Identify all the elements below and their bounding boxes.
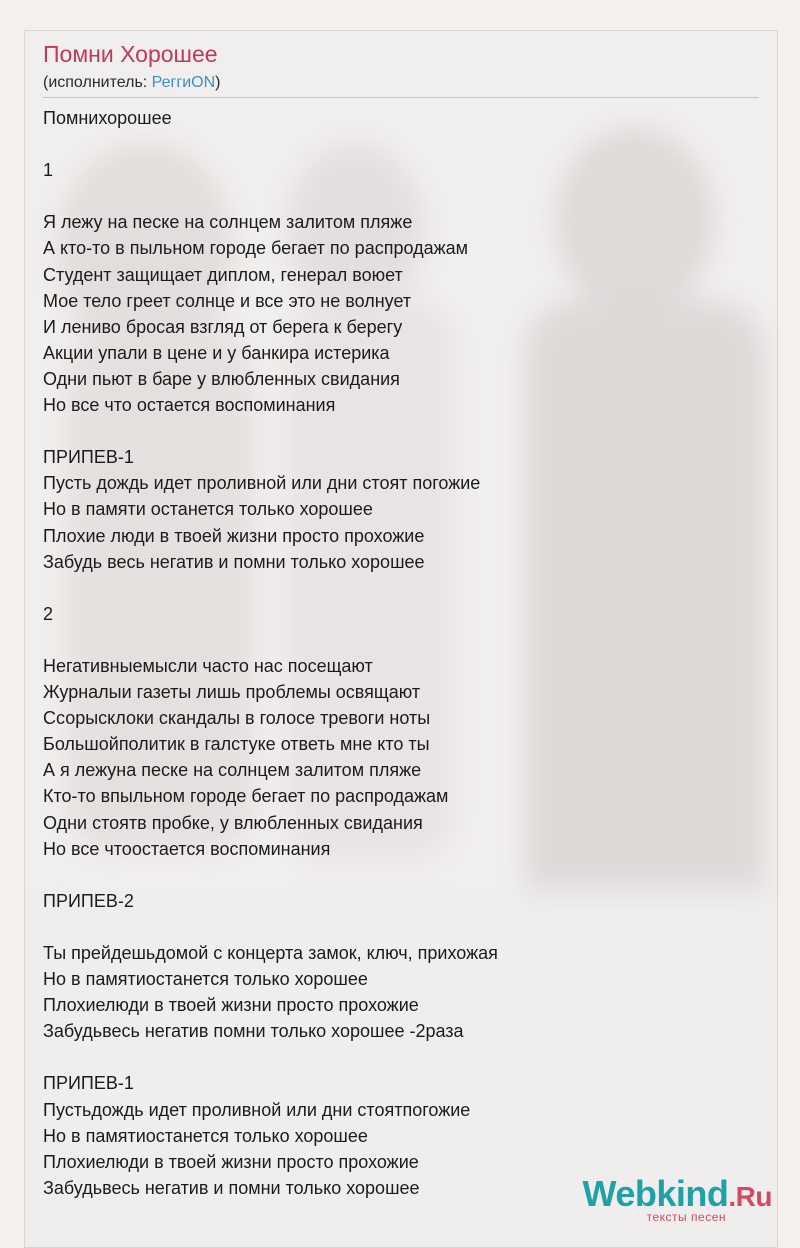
logo-brand: Webkind	[582, 1173, 729, 1214]
lyric-line: Большойполитик в галстуке ответь мне кто ты	[43, 734, 430, 755]
lyric-line: Одни стоятв пробке, у влюбленных свидания	[43, 812, 423, 833]
lyric-line: Забудьвесь негатив помни только хорошее -2раза	[43, 1021, 464, 1042]
lyric-line: Но в памятиостанется только хорошее	[43, 1125, 368, 1146]
artist-suffix: )	[215, 74, 221, 91]
lyric-line: Плохие люди в твоей жизни просто прохожие	[43, 525, 425, 546]
lyric-line: Ты прейдешьдомой с концерта замок, ключ, прихожая	[43, 943, 498, 963]
lyric-line	[43, 914, 759, 940]
lyric-line: Но все что остается воспоминания	[43, 395, 336, 416]
lyrics-card	[24, 30, 778, 1248]
lyric-line: Плохиелюди в твоей жизни просто прохожие	[43, 995, 419, 1016]
artist-link[interactable]: РеггиON	[151, 74, 216, 91]
lyric-line: Плохиелюди в твоей жизни просто прохожие	[43, 1151, 419, 1172]
webkind-logo[interactable]	[582, 1173, 772, 1224]
lyrics-text	[43, 105, 759, 1201]
artist-line	[43, 74, 220, 92]
lyric-line: Ссорысклоки скандалы в голосе тревоги ноты	[43, 708, 431, 729]
lyric-line: Акции упали в цене и у банкира истерика	[43, 342, 390, 363]
lyric-line: Студент защищает диплом, генерал воюет	[43, 264, 403, 285]
lyric-line: Журналыи газеты лишь проблемы освящают	[43, 682, 421, 703]
lyric-line: ПРИПЕВ-2	[43, 890, 134, 911]
lyric-line: Кто-то впыльном городе бегает по распродажам	[43, 786, 449, 807]
lyric-line	[43, 418, 759, 444]
lyric-line: Мое тело греет солнце и все это не волнует	[43, 290, 412, 311]
lyric-line: А кто-то в пыльном городе бегает по распродажам	[43, 238, 469, 259]
lyric-line: ПРИПЕВ-1	[43, 1073, 134, 1094]
lyric-line: Забудь весь негатив и помни только хорошее	[43, 551, 425, 572]
lyric-line: Пусть дождь идет проливной или дни стоят погожие	[43, 473, 481, 494]
lyric-line: И лениво бросая взгляд от берега к берегу	[43, 316, 403, 337]
lyric-line: ПРИПЕВ-1	[43, 447, 134, 468]
lyric-line	[43, 627, 759, 653]
lyric-line	[43, 862, 759, 888]
lyric-line: Я лежу на песке на солнцем залитом пляже	[43, 212, 413, 233]
lyric-line: Помнихорошее	[43, 108, 172, 128]
title-divider	[43, 97, 759, 98]
song-title: Помни Хорошее	[43, 41, 218, 67]
lyric-line	[43, 183, 759, 209]
lyric-line: Но все чтоостается воспоминания	[43, 838, 331, 859]
logo-tagline: тексты песен	[646, 1210, 726, 1224]
artist-prefix: (исполнитель:	[43, 74, 152, 91]
lyric-line: Но в памяти останется только хорошее	[43, 499, 373, 520]
lyric-line	[43, 575, 759, 601]
lyric-line	[43, 1044, 759, 1070]
lyric-line: 1	[43, 160, 54, 181]
lyric-line: Забудьвесь негатив и помни только хорошее	[43, 1177, 420, 1198]
lyric-line: А я лежуна песке на солнцем залитом пляже	[43, 760, 422, 781]
lyric-line: Одни пьют в баре у влюбленных свидания	[43, 368, 400, 389]
lyric-line: Негативныемысли часто нас посещают	[43, 655, 373, 676]
lyric-line	[43, 131, 759, 157]
lyric-line: Но в памятиостанется только хорошее	[43, 969, 368, 990]
lyric-line: 2	[43, 603, 54, 624]
lyric-line: Пустьдождь идет проливной или дни стоятпогожие	[43, 1099, 471, 1120]
logo-tld: .Ru	[728, 1181, 772, 1212]
